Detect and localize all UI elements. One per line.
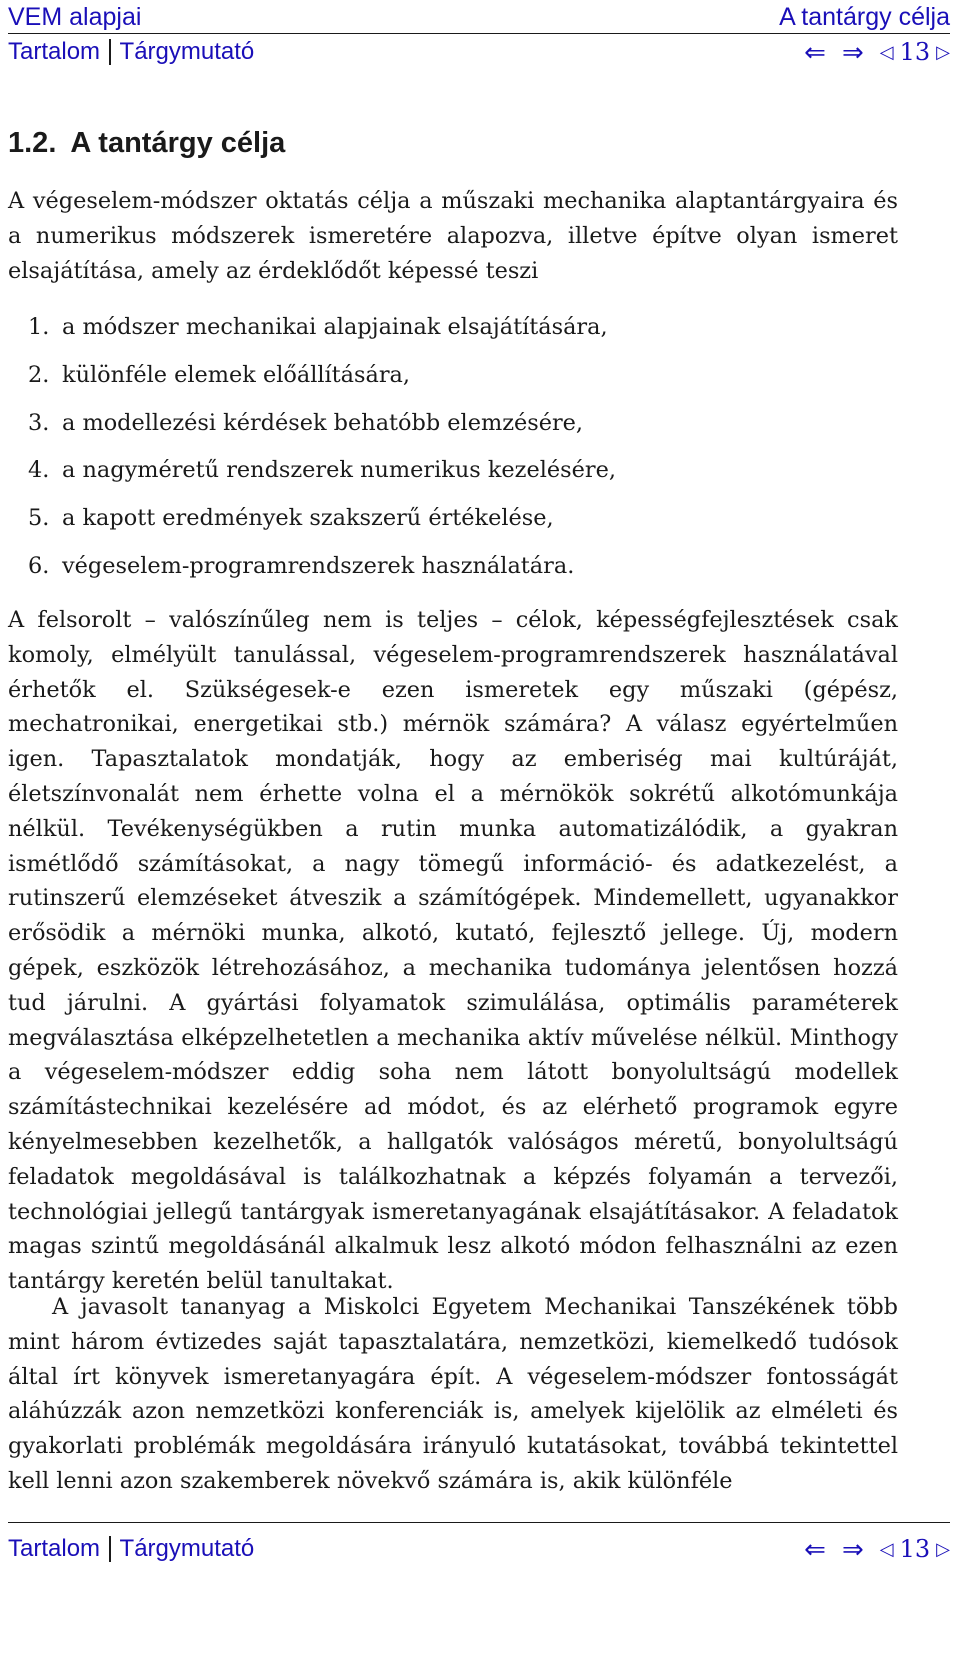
contents-link[interactable]: Tartalom bbox=[8, 1535, 101, 1562]
page-number: 13 bbox=[899, 1535, 931, 1563]
list-item bbox=[28, 358, 616, 406]
section-heading bbox=[8, 127, 285, 160]
index-link[interactable]: Tárgymutató bbox=[119, 38, 255, 65]
list-item-number: 4. bbox=[28, 457, 50, 484]
footer-divider bbox=[8, 1522, 950, 1523]
nav-separator bbox=[109, 39, 111, 65]
back-arrow-icon[interactable]: ⇐ bbox=[804, 37, 826, 67]
header-page-controls bbox=[804, 38, 950, 66]
list-item-text: a modellezési kérdések behatóbb elemzésére, bbox=[62, 409, 584, 436]
next-page-icon[interactable]: ▷ bbox=[936, 42, 950, 62]
previous-page-icon[interactable]: ◁ bbox=[879, 42, 894, 62]
page-stepper bbox=[880, 38, 950, 66]
nav-separator bbox=[109, 1536, 111, 1562]
list-item bbox=[28, 501, 616, 549]
list-item-number: 1. bbox=[28, 314, 50, 340]
goals-list bbox=[28, 310, 616, 597]
list-item-text: végeselem-programrendszerek használatára. bbox=[62, 552, 575, 579]
body-paragraph: A felsorolt – valószínűleg nem is teljes – célok, képességfejlesztések csak komoly, elmélyült tanulással, végeselem-programrendszerek használatával érhetők el. Szükségesek-e ezen ismeretek egy műszaki (gépész, mechatronikai, energetikai stb.) mérnök számára? A válasz egyértelműen igen. Tapasztalatok mondatják, hogy az emberiség mai kultúráját, életszínvonalát nem érhette volna el a mérnökök sokrétű alkotómunkája nélkül. Tevékenységükben a rutin munka automatizálódik, a gyakran ismétlődő számításokat, a nagy tömegű információ- és adatkezelést, a rutinszerű elemzéseket átveszik a számítógépek. Mindemellett, ugyanakkor erősödik a mérnöki munka, alkotó, kutató, fejlesztő jellege. Új, modern gépek, eszközök létrehozásához, a mechanika tudománya jelentősen hozzá tud járulni. A gyártási folyamatok szimulálása, optimális paraméterek megválasztása elképzelhetetlen a mechanika aktív művelése nélkül. Minthogy a végeselem-módszer eddig soha nem látott bonyolultságú modellek számítástechnikai kezelésére ad módot, és az elérhető programok egyre kényelmesebben kezelhetők, a hallgatók valóságos méretű, bonyolultságú feladatok megoldásával is találkozhatnak a képzés folyamán a tervezői, technológiai jellegű tantárgyak ismeretanyagának elsajátításakor. A feladatok magas szintű megoldásánál alkalmuk lesz alkotó módon felhasználni az ezen tantárgy keretén belül tanultakat. bbox=[8, 607, 898, 1295]
list-item-number: 2. bbox=[28, 361, 50, 388]
section-title-link[interactable]: A tantárgy célja bbox=[779, 3, 950, 31]
document-title-link[interactable]: VEM alapjai bbox=[8, 3, 142, 31]
body-paragraph: A javasolt tananyag a Miskolci Egyetem Mechanikai Tanszékének több mint három évtizedes saját tapasztalatára, nemzetközi, kiemelkedő tudósok által írt könyvek ismeretanyagára épít. A végeselem-módszer fontosságát aláhúzzák azon nemzetközi konferenciák is, amelyek kijelölik az elméleti és gyakorlati problémák megoldására irányuló kutatásokat, továbbá tekintettel kell lenni azon szakemberek növekvő számára is, akik különféle bbox=[8, 1294, 898, 1494]
intro-paragraph: A végeselem-módszer oktatás célja a műszaki mechanika alaptantárgyaira és a numerikus módszerek ismeretére alapozva, illetve építve olyan ismeret elsajátítása, amely az érdeklődőt képessé teszi bbox=[8, 188, 898, 284]
index-link[interactable]: Tárgymutató bbox=[119, 1535, 255, 1562]
footer-navigation bbox=[8, 1532, 950, 1566]
list-item bbox=[28, 453, 616, 501]
forward-arrow-icon[interactable]: ⇒ bbox=[841, 37, 864, 67]
list-item-text: különféle elemek előállítására, bbox=[62, 361, 411, 388]
contents-link[interactable]: Tartalom bbox=[8, 38, 101, 65]
list-item bbox=[28, 406, 616, 454]
list-item-number: 5. bbox=[28, 505, 50, 532]
header-divider bbox=[8, 33, 950, 34]
list-item-text: a módszer mechanikai alapjainak elsajátítására, bbox=[62, 314, 608, 340]
back-arrow-icon[interactable]: ⇐ bbox=[804, 1534, 826, 1564]
list-item-text: a kapott eredmények szakszerű értékelése, bbox=[62, 505, 554, 532]
list-item bbox=[28, 549, 616, 597]
section-number: 1.2. bbox=[8, 127, 57, 159]
list-item-number: 3. bbox=[28, 409, 50, 436]
list-item-text: a nagyméretű rendszerek numerikus kezelésére, bbox=[62, 457, 616, 484]
forward-arrow-icon[interactable]: ⇒ bbox=[841, 1534, 864, 1564]
list-item-number: 6. bbox=[28, 552, 50, 579]
page-number: 13 bbox=[899, 38, 931, 66]
list-item bbox=[28, 310, 616, 358]
footer-nav-links bbox=[8, 1535, 254, 1563]
page-stepper bbox=[880, 1535, 950, 1563]
header-bar bbox=[8, 2, 950, 32]
next-page-icon[interactable]: ▷ bbox=[936, 1539, 950, 1559]
previous-page-icon[interactable]: ◁ bbox=[879, 1539, 894, 1559]
footer-page-controls bbox=[804, 1535, 950, 1563]
section-title: A tantárgy célja bbox=[70, 127, 286, 159]
header-nav-links bbox=[8, 38, 254, 66]
header-navigation bbox=[8, 36, 950, 68]
